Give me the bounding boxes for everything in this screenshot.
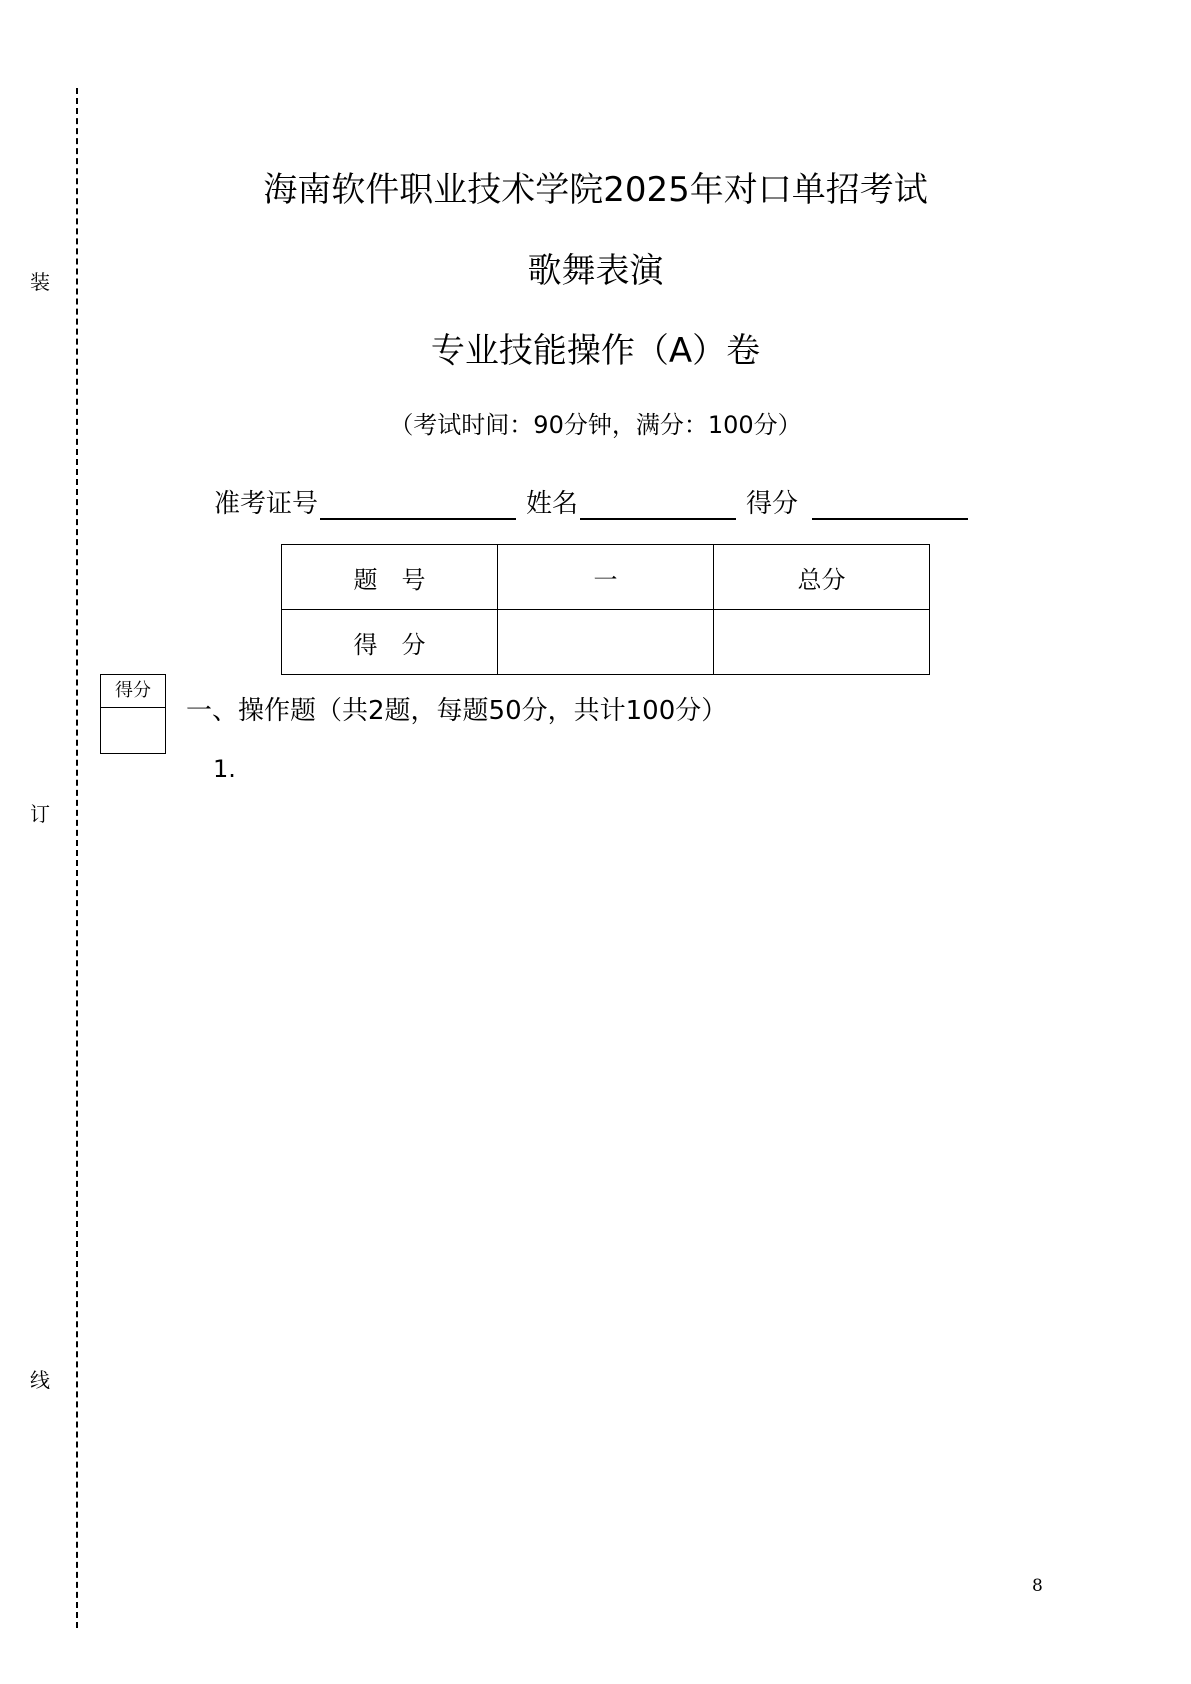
exam-info: （考试时间：90分钟，满分：100分） [389,411,802,439]
paper-title: 专业技能操作（A）卷 [430,331,761,371]
score-blank[interactable] [812,492,968,520]
table-cell: 得 分 [282,610,498,675]
table-cell: 总分 [714,545,930,610]
score-cell-total[interactable] [714,610,930,675]
candidate-info-line [214,483,978,520]
score-cell-section-1[interactable] [498,610,714,675]
name-blank[interactable] [580,492,736,520]
section-score-box-label: 得分 [101,675,165,708]
binding-char-ding: 订 [30,802,50,826]
section-heading: 一、操作题（共2题，每题50分，共计100分） [186,696,728,726]
table-cell: 题 号 [282,545,498,610]
score-table [281,544,930,675]
question-1-number: 1. [213,755,236,783]
subject-title: 歌舞表演 [527,251,664,291]
page-number: 8 [1032,1576,1043,1596]
name-label: 姓名 [526,489,579,519]
table-row [282,545,930,610]
score-label: 得分 [746,489,799,519]
table-row [282,610,930,675]
binding-dashed-line [76,88,78,1628]
exam-id-label: 准考证号 [214,489,319,519]
exam-id-blank[interactable] [320,492,516,520]
school-title: 海南软件职业技术学院2025年对口单招考试 [263,170,928,210]
section-score-box [100,674,166,754]
section-score-box-field[interactable] [101,708,165,754]
binding-char-zhuang: 装 [30,270,50,294]
binding-char-xian: 线 [30,1368,50,1392]
table-cell: 一 [498,545,714,610]
